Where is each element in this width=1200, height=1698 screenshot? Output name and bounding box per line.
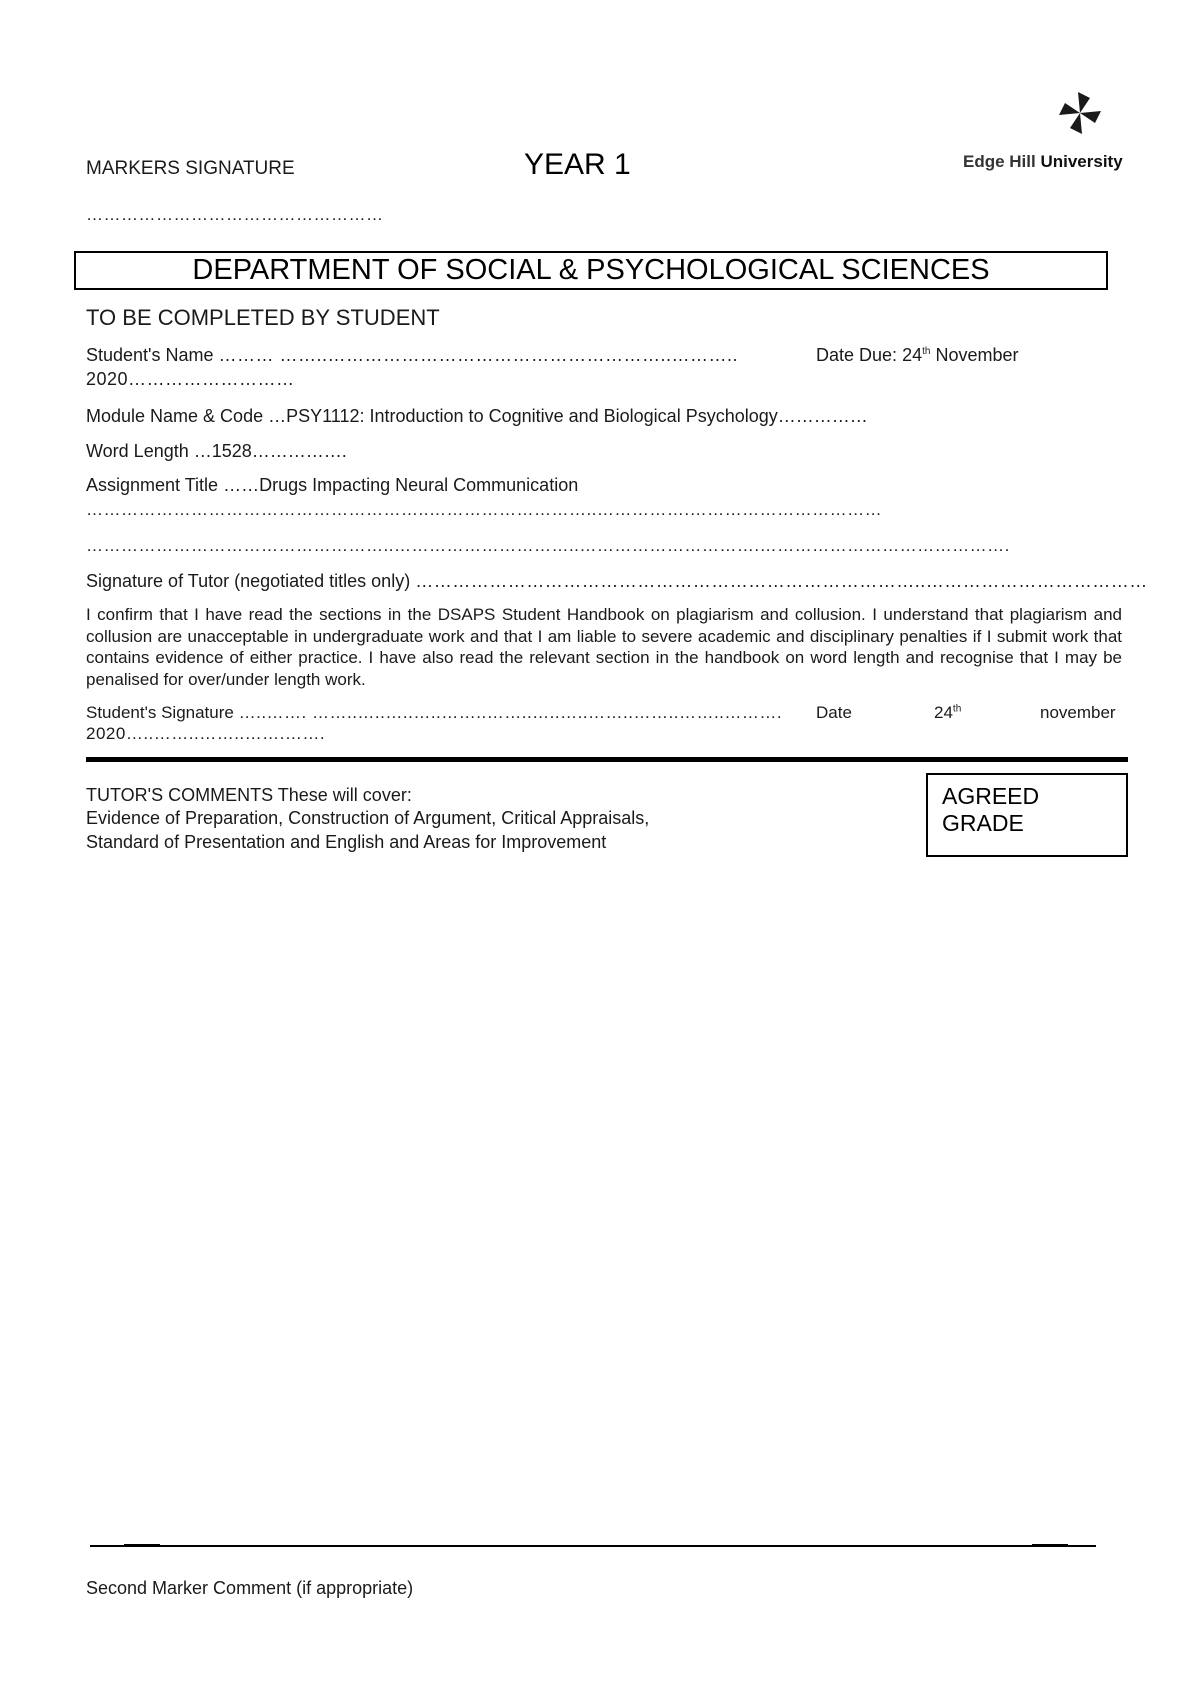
assignment-title-value[interactable]: ……Drugs Impacting Neural Communication — [223, 475, 579, 495]
assignment-title-line-2: ……………………………………………..…………………………..………………………….……………………………………. — [86, 536, 1010, 555]
agreed-grade-box[interactable] — [926, 773, 1128, 857]
signature-date-year: 2020…..……..……..…….……. — [86, 724, 326, 743]
assignment-title-line-1: …………………………………………………..………………………..…………….…………………………… — [86, 500, 883, 519]
divider-tick-right — [1032, 1544, 1068, 1547]
signature-date-day: 24th — [934, 703, 962, 722]
logo-wordmark: Edge Hill University — [963, 152, 1123, 171]
signature-date-label: Date — [816, 703, 852, 722]
module-field: Module Name & Code …PSY1112: Introduction to Cognitive and Biological Psychology…………… — [86, 406, 868, 426]
edge-hill-logo — [963, 88, 1123, 178]
section-title: TO BE COMPLETED BY STUDENT — [86, 305, 440, 330]
tutor-signature-field: Signature of Tutor (negotiated titles only) ………………………………………………………………………..……………………………… — [86, 571, 1148, 591]
markers-signature-line: …………………………………………… — [86, 205, 384, 224]
word-length-value[interactable]: …1528……………. — [193, 441, 347, 461]
date-due-ordinal: th — [922, 346, 931, 357]
word-length-field: Word Length …1528……………. — [86, 441, 347, 461]
pinwheel-logo-icon — [1056, 88, 1104, 138]
date-due-year: 2020……………………… — [86, 369, 295, 389]
student-name-field: Student's Name ……… ……..………………………………………………..……….. — [86, 345, 739, 365]
date-due-month: November — [935, 345, 1019, 365]
year-label: YEAR 1 — [524, 148, 631, 181]
markers-signature-label: MARKERS SIGNATURE — [86, 158, 295, 179]
section-divider — [86, 757, 1128, 762]
signature-date-month: november — [1040, 703, 1116, 722]
module-value[interactable]: …PSY1112: Introduction to Cognitive and Biological Psychology…………… — [268, 406, 868, 426]
student-name-value[interactable]: ……… ……..………………………………………………..……….. — [218, 345, 739, 365]
department-title: DEPARTMENT OF SOCIAL & PSYCHOLOGICAL SCIENCES — [74, 251, 1108, 290]
assignment-title-field: Assignment Title ……Drugs Impacting Neural Communication — [86, 475, 579, 495]
second-marker-divider — [90, 1545, 1096, 1547]
divider-tick-left — [124, 1544, 160, 1547]
agreed-grade-label-1: AGREED — [942, 783, 1040, 809]
tutor-comments-criteria-1: Evidence of Preparation, Construction of Argument, Critical Appraisals, — [86, 808, 650, 828]
date-due-field: Date Due: 24th November — [816, 345, 1019, 365]
plagiarism-declaration: I confirm that I have read the sections in the DSAPS Student Handbook on plagiarism and collusion. I understand that plagiarism and collusion are unacceptable in undergraduate work and that I am liable to severe academic and disciplinary penalties if I submit work that contains evidence of either practice. I have also read the relevant section in the handbook on word length and recognise that I may be penalised for over/under length work. — [86, 605, 1122, 689]
tutor-comments-criteria-2: Standard of Presentation and English and Areas for Improvement — [86, 832, 607, 852]
second-marker-label: Second Marker Comment (if appropriate) — [86, 1578, 414, 1598]
student-signature-value[interactable]: …..……. ……..…..…..…..……..……..…..…..……..……..……..………. — [238, 703, 783, 722]
tutor-comments-heading: TUTOR'S COMMENTS These will cover: — [86, 785, 412, 805]
student-signature-field: Student's Signature …..……. ……..…..…..…..……..……..…..…..……..……..……..………. — [86, 703, 783, 722]
agreed-grade-label-2: GRADE — [942, 810, 1024, 836]
date-due-day: 24 — [902, 345, 923, 365]
tutor-signature-line[interactable]: ………………………………………………………………………..……………………………… — [415, 571, 1148, 591]
